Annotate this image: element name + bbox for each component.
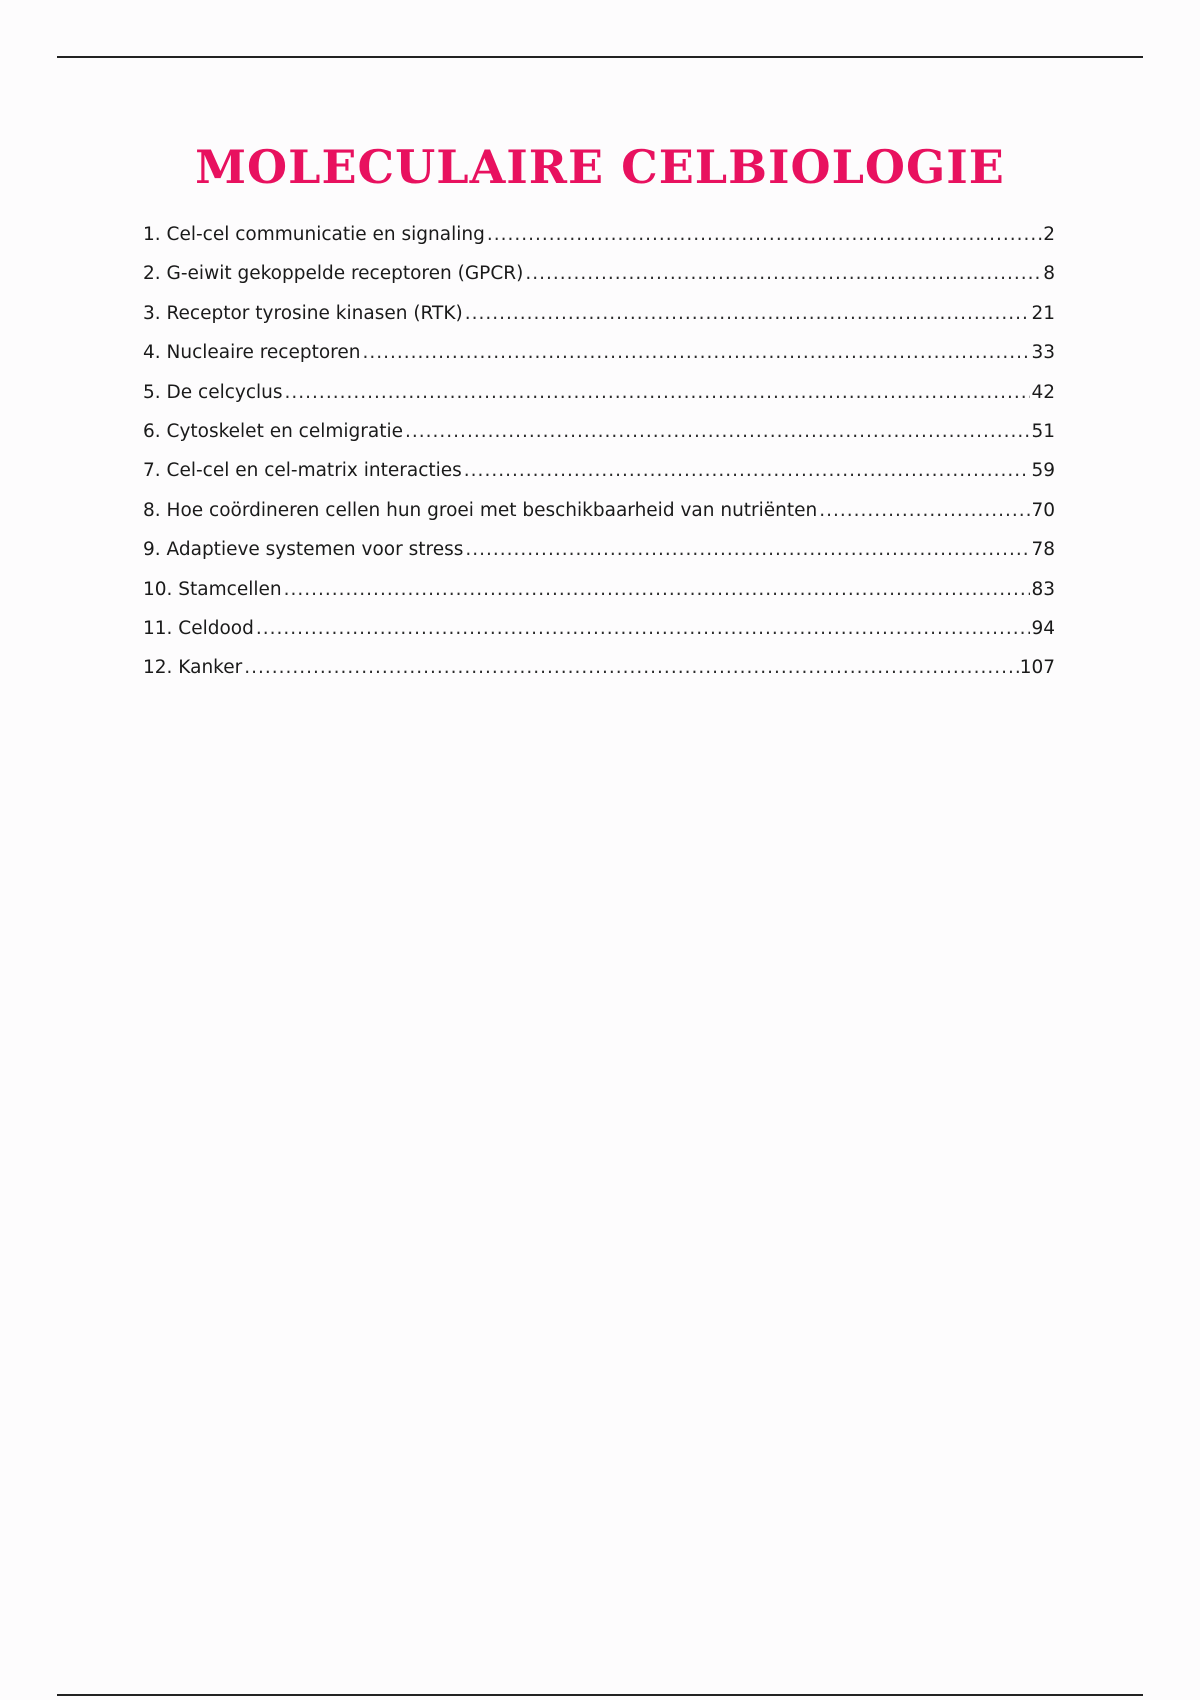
toc-entry-page: 59 (1031, 460, 1055, 482)
toc-entry-page: 2 (1043, 224, 1055, 245)
toc-entry-page: 42 (1031, 381, 1055, 403)
toc-entry-page: 21 (1031, 302, 1055, 324)
toc-dot-leader (256, 612, 1031, 646)
table-of-contents (143, 218, 1055, 691)
toc-dot-leader (525, 257, 1042, 291)
toc-entry-label: 3. Receptor tyrosine kinasen (RTK) (143, 302, 463, 324)
toc-entry[interactable] (143, 494, 1055, 533)
toc-entry[interactable] (143, 415, 1055, 454)
toc-entry-label: 11. Celdood (143, 617, 254, 639)
toc-entry-page: 107 (1019, 657, 1055, 679)
toc-entry-label: 9. Adaptieve systemen voor stress (143, 539, 464, 561)
toc-entry[interactable] (143, 218, 1055, 257)
toc-dot-leader (362, 336, 1030, 370)
toc-entry-label: 5. De celcyclus (143, 381, 283, 403)
toc-entry[interactable] (143, 612, 1055, 651)
toc-entry-page: 83 (1031, 578, 1055, 600)
toc-entry-label: 7. Cel-cel en cel-matrix interacties (143, 460, 462, 482)
toc-dot-leader (405, 415, 1030, 449)
toc-entry-label: 2. G-eiwit gekoppelde receptoren (GPCR) (143, 263, 524, 285)
toc-dot-leader (284, 573, 1031, 607)
toc-entry-label: 8. Hoe coördineren cellen hun groei met beschikbaarheid van nutriënten (143, 499, 818, 521)
footer-rule (57, 1694, 1143, 1696)
toc-dot-leader (487, 218, 1042, 252)
document-title: MOLECULAIRE CELBIOLOGIE (195, 140, 1005, 194)
toc-entry-label: 10. Stamcellen (143, 578, 282, 600)
toc-entry-label: 4. Nucleaire receptoren (143, 342, 361, 364)
toc-dot-leader (464, 454, 1031, 488)
toc-entry-label: 1. Cel-cel communicatie en signaling (143, 224, 485, 245)
toc-entry-page: 70 (1031, 499, 1055, 521)
toc-entry-label: 12. Kanker (143, 657, 243, 679)
toc-dot-leader (244, 651, 1018, 685)
toc-entry-page: 78 (1031, 539, 1055, 561)
toc-dot-leader (465, 533, 1030, 567)
toc-entry[interactable] (143, 336, 1055, 375)
toc-entry[interactable] (143, 454, 1055, 493)
toc-entry[interactable] (143, 651, 1055, 690)
toc-entry[interactable] (143, 573, 1055, 612)
toc-entry-page: 51 (1031, 420, 1055, 442)
header-rule (57, 56, 1143, 58)
toc-entry[interactable] (143, 376, 1055, 415)
toc-entry-label: 6. Cytoskelet en celmigratie (143, 420, 404, 442)
toc-entry[interactable] (143, 297, 1055, 336)
toc-entry[interactable] (143, 533, 1055, 572)
toc-entry[interactable] (143, 257, 1055, 296)
toc-entry-page: 8 (1043, 263, 1055, 285)
toc-entry-page: 33 (1031, 342, 1055, 364)
toc-dot-leader (819, 494, 1030, 528)
toc-entry-page: 94 (1031, 617, 1055, 639)
toc-dot-leader (285, 376, 1031, 410)
toc-dot-leader (465, 297, 1031, 331)
